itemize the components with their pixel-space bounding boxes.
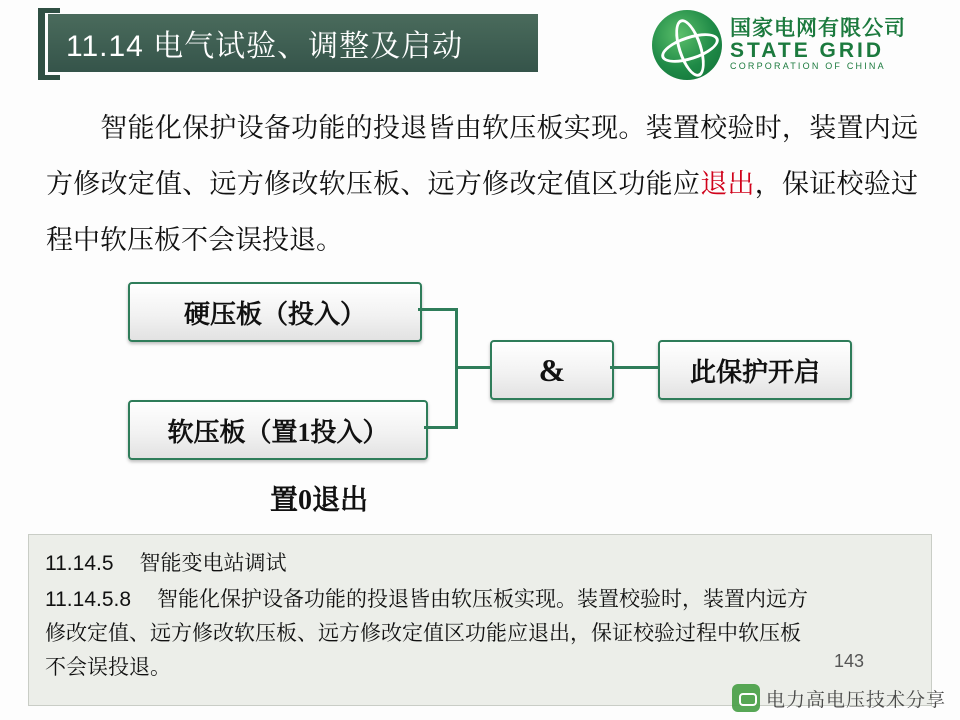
clause-line-2 (45, 583, 915, 617)
clause-text-1: 智能变电站调试 (139, 552, 287, 575)
title-banner (48, 14, 538, 72)
watermark (732, 684, 946, 712)
diagram-node-hard-plate: 硬压板（投入） (128, 282, 422, 342)
clause-code-2: 11.14.5.8 (45, 588, 132, 611)
clause-line-3: 修改定值、远方修改软压板、远方修改定值区功能应退出，保证校验过程中软压板 (45, 622, 801, 645)
state-grid-logo (652, 8, 942, 82)
wire-gate-to-output (610, 366, 660, 369)
clause-code-1: 11.14.5 (45, 552, 114, 575)
paragraph-highlight: 退出 (700, 169, 755, 199)
diagram-node-soft-plate: 软压板（置1投入） (128, 400, 428, 460)
logo-company-cn: 国家电网有限公司 (730, 17, 906, 41)
logo-company-en: STATE GRID (730, 39, 885, 63)
logo-company-sub: CORPORATION OF CHINA (730, 61, 886, 72)
watermark-text: 电力高电压技术分享 (765, 689, 946, 711)
title-accent-left (38, 8, 45, 80)
diagram-node-output: 此保护开启 (658, 340, 852, 400)
slide-title-bar (38, 14, 538, 72)
body-paragraph (46, 100, 918, 268)
clause-text-2: 智能化保护设备功能的投退皆由软压板实现。装置校验时，装置内远方 (157, 588, 809, 611)
clause-line-4: 不会误投退。 (45, 656, 171, 679)
wechat-official-account-icon (732, 684, 760, 712)
title-accent-bottom (38, 75, 60, 80)
paragraph-segment-1: 智能化保护设备功能的投退皆由软压板实现。装置校验时，装置内远方修改定值、远方修改软压板、远方修改定值区功能应 (46, 113, 918, 199)
logo-text-block (730, 18, 906, 72)
wire-bus-to-gate (455, 366, 492, 369)
logic-diagram (100, 272, 880, 522)
clause-note-box (28, 534, 932, 706)
clause-line-1 (45, 547, 915, 581)
page-number: 143 (833, 651, 864, 671)
wire-hard-to-bus (418, 308, 458, 311)
page-title: 11.14 电气试验、调整及启动 (66, 30, 464, 63)
diagram-label-set-zero: 置0退出 (270, 485, 369, 516)
paragraph-segment-2: ，保证校验过程中软压板不会误投退。 (46, 169, 919, 255)
state-grid-globe-icon (652, 10, 722, 80)
wire-soft-to-bus (424, 426, 458, 429)
diagram-node-and-gate: & (490, 340, 614, 400)
title-accent-top (38, 8, 60, 13)
